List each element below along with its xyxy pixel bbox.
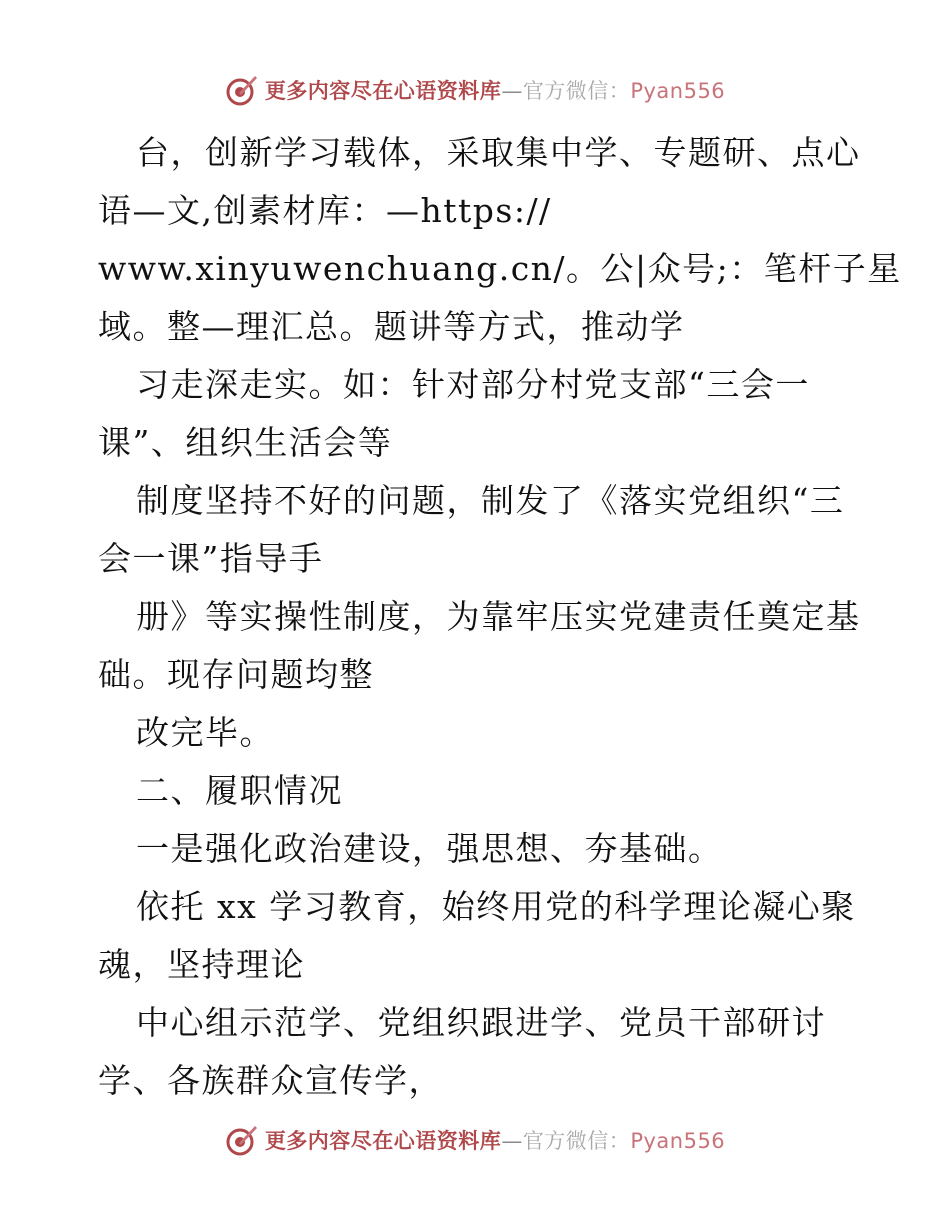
watermark-banner-top	[0, 70, 950, 110]
text-line: www.xinyuwenchuang.cn/。公|众号;：笔杆子星	[98, 249, 902, 288]
text-line: 学、各族群众宣传学，	[98, 1061, 443, 1100]
watermark-main: 更多内容尽在心语资料库	[264, 79, 502, 103]
watermark-text	[265, 75, 725, 105]
watermark-wechat-label: 官方微信：	[522, 1129, 631, 1153]
watermark-wechat-id: Pyan556	[630, 1129, 726, 1153]
quill-pen-logo-icon	[225, 73, 259, 107]
watermark-wechat-label: 官方微信：	[522, 79, 631, 103]
text-line: 二、履职情况	[136, 771, 343, 810]
text-line: 魂，坚持理论	[98, 945, 305, 984]
watermark-separator: —	[501, 1129, 523, 1153]
text-line: 台，创新学习载体，采取集中学、专题研、点心	[136, 133, 861, 172]
watermark-separator: —	[501, 79, 523, 103]
text-line: 础。现存问题均整	[98, 655, 374, 694]
watermark-main: 更多内容尽在心语资料库	[264, 1129, 502, 1153]
watermark-banner-bottom	[0, 1120, 950, 1160]
text-line: 一是强化政治建设，强思想、夯基础。	[136, 829, 723, 868]
text-line: 册》等实操性制度，为靠牢压实党建责任奠定基	[136, 597, 861, 636]
text-line: 中心组示范学、党组织跟进学、党员干部研讨	[136, 1003, 826, 1042]
quill-pen-logo-icon	[225, 1123, 259, 1157]
watermark-wechat-id: Pyan556	[630, 79, 726, 103]
text-line: 会一课”指导手	[98, 539, 324, 578]
text-line: 习走深走实。如：针对部分村党支部“三会一	[136, 365, 810, 404]
text-line: 语—文,创素材库：—https://	[98, 191, 552, 230]
text-line: 域。整—理汇总。题讲等方式，推动学	[98, 307, 685, 346]
watermark-text	[265, 1125, 725, 1155]
text-line: 依托 xx 学习教育，始终用党的科学理论凝心聚	[136, 887, 856, 926]
text-line: 改完毕。	[136, 713, 274, 752]
text-line: 制度坚持不好的问题，制发了《落实党组织“三	[136, 481, 845, 520]
document-body	[98, 124, 902, 1110]
text-line: 课”、组织生活会等	[98, 423, 393, 462]
